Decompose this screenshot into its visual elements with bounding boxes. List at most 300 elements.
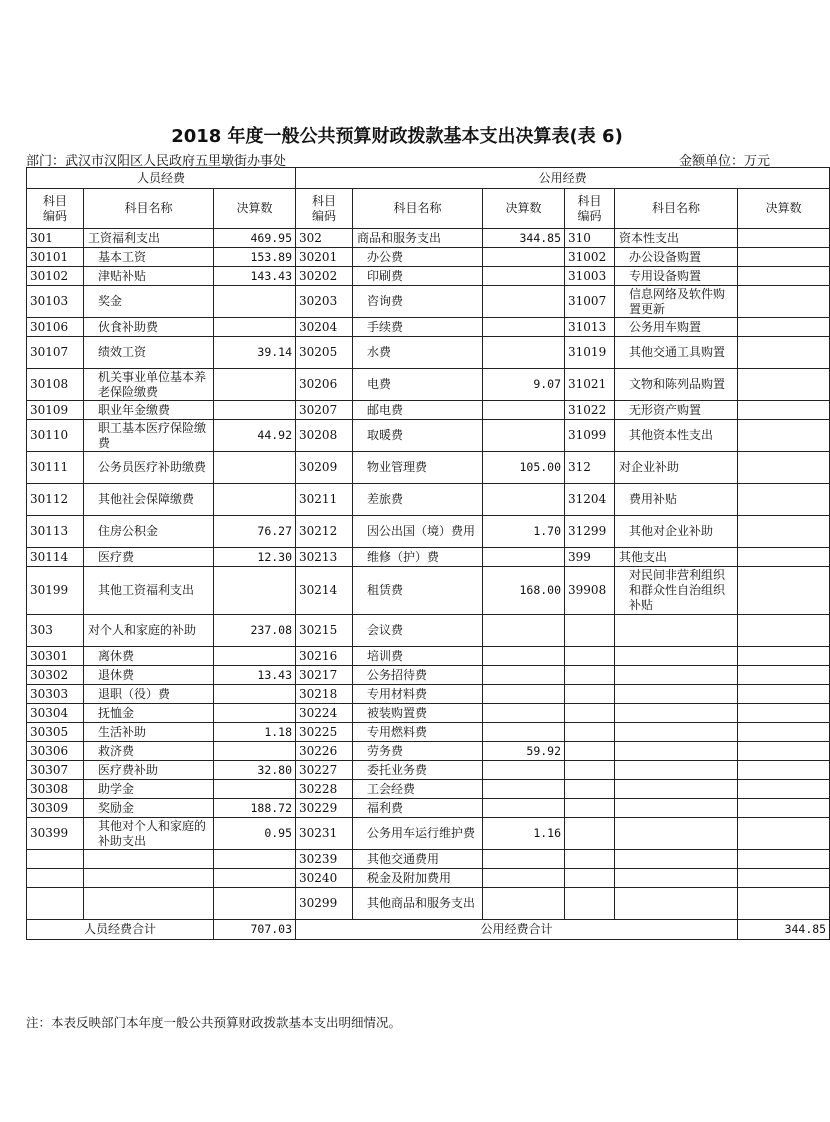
amount-value (738, 704, 830, 723)
subject-name: 奖励金 (84, 799, 214, 818)
amount-value (483, 685, 565, 704)
amount-value: 12.30 (214, 548, 296, 567)
subject-name: 伙食补助费 (84, 318, 214, 337)
amount-value (214, 704, 296, 723)
amount-value (738, 452, 830, 484)
subject-code: 30109 (27, 401, 84, 420)
table-row (27, 452, 830, 484)
table-row (27, 318, 830, 337)
subject-code (565, 869, 615, 888)
amount-value (214, 286, 296, 318)
subject-code: 30239 (296, 850, 353, 869)
subject-code: 31021 (565, 369, 615, 401)
subject-code (565, 850, 615, 869)
table-row (27, 516, 830, 548)
amount-value (214, 685, 296, 704)
subject-code: 30218 (296, 685, 353, 704)
amount-value (738, 818, 830, 850)
subject-name: 其他资本性支出 (615, 420, 738, 452)
table-row (27, 723, 830, 742)
amount-value (483, 869, 565, 888)
subject-name: 其他工资福利支出 (84, 567, 214, 615)
subject-name: 办公设备购置 (615, 248, 738, 267)
amount-value (738, 615, 830, 647)
subject-name: 印刷费 (353, 267, 483, 286)
amount-value (483, 761, 565, 780)
expenditure-table (26, 167, 830, 940)
subject-name: 对民间非营利组织和群众性自治组织补贴 (615, 567, 738, 615)
subject-code: 30103 (27, 286, 84, 318)
subject-name: 机关事业单位基本养老保险缴费 (84, 369, 214, 401)
amount-value (483, 401, 565, 420)
subject-code (565, 723, 615, 742)
amount-value (738, 267, 830, 286)
subject-code: 30227 (296, 761, 353, 780)
amount-value: 168.00 (483, 567, 565, 615)
subject-name: 公务员医疗补助缴费 (84, 452, 214, 484)
amount-value (738, 869, 830, 888)
amount-value: 344.85 (483, 229, 565, 248)
subject-code (565, 888, 615, 920)
personnel-total-value: 707.03 (214, 920, 296, 940)
subject-name: 津贴补贴 (84, 267, 214, 286)
subject-code: 30299 (296, 888, 353, 920)
subject-code: 302 (296, 229, 353, 248)
amount-value (738, 888, 830, 920)
subject-name: 退职（役）费 (84, 685, 214, 704)
subject-code (565, 704, 615, 723)
subject-code: 30199 (27, 567, 84, 615)
subject-name: 因公出国（境）费用 (353, 516, 483, 548)
subject-name: 委托业务费 (353, 761, 483, 780)
subject-name: 医疗费 (84, 548, 214, 567)
subject-code: 30213 (296, 548, 353, 567)
subject-code (27, 869, 84, 888)
subject-code (27, 850, 84, 869)
subject-name (615, 647, 738, 666)
subject-name: 取暖费 (353, 420, 483, 452)
subject-name: 退休费 (84, 666, 214, 685)
subject-code (565, 799, 615, 818)
subject-name: 商品和服务支出 (353, 229, 483, 248)
subject-code: 30112 (27, 484, 84, 516)
subject-code: 30228 (296, 780, 353, 799)
subject-code: 30214 (296, 567, 353, 615)
subject-name: 无形资产购置 (615, 401, 738, 420)
subject-code: 30201 (296, 248, 353, 267)
subject-code: 31022 (565, 401, 615, 420)
amount-value (738, 780, 830, 799)
subject-name: 对个人和家庭的补助 (84, 615, 214, 647)
subject-code: 30101 (27, 248, 84, 267)
amount-value: 76.27 (214, 516, 296, 548)
amount-value: 188.72 (214, 799, 296, 818)
subject-name: 资本性支出 (615, 229, 738, 248)
table-row (27, 704, 830, 723)
subject-code: 31099 (565, 420, 615, 452)
table-row (27, 420, 830, 452)
amount-value (738, 647, 830, 666)
subject-name: 税金及附加费用 (353, 869, 483, 888)
amount-value (483, 704, 565, 723)
table-row (27, 647, 830, 666)
subject-code: 30304 (27, 704, 84, 723)
subject-code (565, 818, 615, 850)
subject-name: 其他对个人和家庭的补助支出 (84, 818, 214, 850)
table-row (27, 742, 830, 761)
subject-name: 其他商品和服务支出 (353, 888, 483, 920)
subject-code: 30309 (27, 799, 84, 818)
subject-name (84, 869, 214, 888)
subject-name: 费用补贴 (615, 484, 738, 516)
subject-name (615, 818, 738, 850)
subject-name: 对企业补助 (615, 452, 738, 484)
amount-value: 105.00 (483, 452, 565, 484)
subject-code: 30224 (296, 704, 353, 723)
subject-code: 30205 (296, 337, 353, 369)
subject-code (565, 780, 615, 799)
amount-value (483, 615, 565, 647)
subject-name: 会议费 (353, 615, 483, 647)
subject-code: 399 (565, 548, 615, 567)
subject-code: 301 (27, 229, 84, 248)
amount-value (738, 248, 830, 267)
amount-value (214, 401, 296, 420)
table-row (27, 248, 830, 267)
amount-value (214, 647, 296, 666)
subject-name: 公务招待费 (353, 666, 483, 685)
subject-name-header: 科目名称 (84, 189, 214, 229)
subject-code: 30108 (27, 369, 84, 401)
table-row (27, 267, 830, 286)
table-row (27, 484, 830, 516)
amount-value (483, 420, 565, 452)
amount-value: 153.89 (214, 248, 296, 267)
amount-value (483, 548, 565, 567)
amount-value (483, 267, 565, 286)
subject-code (27, 888, 84, 920)
amount-value: 13.43 (214, 666, 296, 685)
amount-value: 59.92 (483, 742, 565, 761)
subject-name (615, 742, 738, 761)
amount-value (483, 484, 565, 516)
amount-value (483, 337, 565, 369)
subject-name: 福利费 (353, 799, 483, 818)
subject-code: 30307 (27, 761, 84, 780)
subject-code: 30211 (296, 484, 353, 516)
subject-code-header: 科目 编码 (565, 189, 615, 229)
subject-name: 其他交通费用 (353, 850, 483, 869)
public-total-value: 344.85 (738, 920, 830, 940)
subject-code: 30308 (27, 780, 84, 799)
amount-value: 0.95 (214, 818, 296, 850)
table-row (27, 548, 830, 567)
subject-name: 住房公积金 (84, 516, 214, 548)
subject-code: 30217 (296, 666, 353, 685)
subject-name: 专用材料费 (353, 685, 483, 704)
subject-name (615, 704, 738, 723)
subject-name: 电费 (353, 369, 483, 401)
table-row (27, 615, 830, 647)
amount-value (483, 780, 565, 799)
amount-value (738, 666, 830, 685)
amount-value (738, 567, 830, 615)
table-row (27, 286, 830, 318)
subject-name: 工资福利支出 (84, 229, 214, 248)
amount-value (483, 248, 565, 267)
amount-value: 32.80 (214, 761, 296, 780)
amount-value (738, 484, 830, 516)
subject-name-header: 科目名称 (353, 189, 483, 229)
amount-value (214, 850, 296, 869)
amount-header: 决算数 (214, 189, 296, 229)
subject-code: 30207 (296, 401, 353, 420)
subject-code: 30229 (296, 799, 353, 818)
subject-code: 30399 (27, 818, 84, 850)
subject-code: 30206 (296, 369, 353, 401)
personnel-total-label: 人员经费合计 (27, 920, 214, 940)
subject-code: 30202 (296, 267, 353, 286)
subject-code: 30215 (296, 615, 353, 647)
subject-code: 30113 (27, 516, 84, 548)
table-body (27, 229, 830, 920)
amount-value (483, 888, 565, 920)
amount-value: 39.14 (214, 337, 296, 369)
amount-value (483, 850, 565, 869)
table-row (27, 666, 830, 685)
amount-value: 9.07 (483, 369, 565, 401)
subject-code: 30216 (296, 647, 353, 666)
subject-code: 310 (565, 229, 615, 248)
subject-name (615, 780, 738, 799)
totals-row (27, 920, 830, 940)
subject-name: 差旅费 (353, 484, 483, 516)
subject-code: 30208 (296, 420, 353, 452)
subject-code (565, 685, 615, 704)
amount-value (738, 337, 830, 369)
subject-code: 30302 (27, 666, 84, 685)
subject-code: 31299 (565, 516, 615, 548)
amount-value (214, 484, 296, 516)
amount-value: 44.92 (214, 420, 296, 452)
amount-value (214, 888, 296, 920)
subject-name: 培训费 (353, 647, 483, 666)
subject-name (84, 850, 214, 869)
amount-value (738, 229, 830, 248)
subject-name: 奖金 (84, 286, 214, 318)
amount-value (738, 723, 830, 742)
department-label: 部门：武汉市汉阳区人民政府五里墩街办事处 (26, 154, 287, 169)
amount-value (483, 318, 565, 337)
amount-value (214, 742, 296, 761)
subject-code: 31003 (565, 267, 615, 286)
subject-name: 劳务费 (353, 742, 483, 761)
subject-name (615, 888, 738, 920)
table-row (27, 229, 830, 248)
amount-value: 143.43 (214, 267, 296, 286)
amount-header: 决算数 (738, 189, 830, 229)
amount-value: 1.18 (214, 723, 296, 742)
subject-name (615, 850, 738, 869)
subject-code: 30107 (27, 337, 84, 369)
amount-value (214, 452, 296, 484)
subject-code: 30114 (27, 548, 84, 567)
subject-code: 30106 (27, 318, 84, 337)
subject-code: 31204 (565, 484, 615, 516)
amount-value (214, 869, 296, 888)
page-title: 2018 年度一般公共预算财政拨款基本支出决算表(表 6) (171, 126, 623, 147)
subject-code: 30102 (27, 267, 84, 286)
amount-value (738, 369, 830, 401)
subject-name: 信息网络及软件购置更新 (615, 286, 738, 318)
footnote: 注：本表反映部门本年度一般公共预算财政拨款基本支出明细情况。 (26, 1015, 402, 1030)
subject-code: 30306 (27, 742, 84, 761)
subject-name: 其他支出 (615, 548, 738, 567)
subject-name: 水费 (353, 337, 483, 369)
table-row (27, 685, 830, 704)
amount-value: 1.16 (483, 818, 565, 850)
subject-code: 30111 (27, 452, 84, 484)
subject-code (565, 647, 615, 666)
subject-name: 生活补助 (84, 723, 214, 742)
subject-name (615, 723, 738, 742)
amount-value (738, 761, 830, 780)
subject-name: 咨询费 (353, 286, 483, 318)
subject-name: 专用燃料费 (353, 723, 483, 742)
amount-value (214, 318, 296, 337)
subject-code: 30209 (296, 452, 353, 484)
subject-code: 30240 (296, 869, 353, 888)
subject-code: 30212 (296, 516, 353, 548)
amount-value (738, 516, 830, 548)
subject-code: 30203 (296, 286, 353, 318)
subject-name (615, 685, 738, 704)
table-row (27, 818, 830, 850)
subject-name: 职业年金缴费 (84, 401, 214, 420)
amount-value (483, 666, 565, 685)
subject-code: 31007 (565, 286, 615, 318)
amount-value (214, 369, 296, 401)
subject-code: 31019 (565, 337, 615, 369)
amount-value (738, 420, 830, 452)
subject-name: 物业管理费 (353, 452, 483, 484)
subject-name: 助学金 (84, 780, 214, 799)
amount-value (483, 723, 565, 742)
subject-name (615, 799, 738, 818)
subject-name: 医疗费补助 (84, 761, 214, 780)
subject-code: 30204 (296, 318, 353, 337)
amount-value (483, 799, 565, 818)
subject-name: 工会经费 (353, 780, 483, 799)
subject-name: 租赁费 (353, 567, 483, 615)
subject-name: 其他对企业补助 (615, 516, 738, 548)
amount-value (738, 685, 830, 704)
subject-code-header: 科目 编码 (27, 189, 84, 229)
subject-name: 公务用车运行维护费 (353, 818, 483, 850)
subject-code: 312 (565, 452, 615, 484)
subject-code: 31002 (565, 248, 615, 267)
amount-value (738, 742, 830, 761)
subject-code (565, 666, 615, 685)
subject-name (615, 615, 738, 647)
subject-code: 39908 (565, 567, 615, 615)
amount-value (214, 567, 296, 615)
subject-name: 基本工资 (84, 248, 214, 267)
subject-code: 30225 (296, 723, 353, 742)
subject-name (615, 666, 738, 685)
subject-code: 31013 (565, 318, 615, 337)
subject-code: 30303 (27, 685, 84, 704)
amount-value: 469.95 (214, 229, 296, 248)
amount-value (738, 548, 830, 567)
amount-value (738, 318, 830, 337)
amount-value: 1.70 (483, 516, 565, 548)
table-row (27, 869, 830, 888)
amount-value (738, 799, 830, 818)
table-row (27, 337, 830, 369)
subject-name: 文物和陈列品购置 (615, 369, 738, 401)
subject-name: 离休费 (84, 647, 214, 666)
subject-code: 30231 (296, 818, 353, 850)
table-row (27, 567, 830, 615)
subject-name: 职工基本医疗保险缴费 (84, 420, 214, 452)
subject-name (615, 869, 738, 888)
unit-label: 金额单位：万元 (678, 154, 770, 169)
subject-name: 救济费 (84, 742, 214, 761)
subject-name: 其他交通工具购置 (615, 337, 738, 369)
subject-name: 绩效工资 (84, 337, 214, 369)
subject-name: 被装购置费 (353, 704, 483, 723)
subject-code (565, 742, 615, 761)
amount-value (214, 780, 296, 799)
table-row (27, 369, 830, 401)
subject-name: 其他社会保障缴费 (84, 484, 214, 516)
subject-code: 30226 (296, 742, 353, 761)
amount-value (738, 850, 830, 869)
table-row (27, 850, 830, 869)
subject-name: 专用设备购置 (615, 267, 738, 286)
subject-name: 抚恤金 (84, 704, 214, 723)
table-row (27, 761, 830, 780)
subject-code-header: 科目 编码 (296, 189, 353, 229)
subject-code: 30110 (27, 420, 84, 452)
amount-value (483, 647, 565, 666)
subject-name: 公务用车购置 (615, 318, 738, 337)
personnel-header: 人员经费 (27, 168, 296, 189)
subject-name (615, 761, 738, 780)
table-row (27, 780, 830, 799)
amount-value: 237.08 (214, 615, 296, 647)
subject-name: 邮电费 (353, 401, 483, 420)
table-row (27, 401, 830, 420)
amount-value (483, 286, 565, 318)
public-header: 公用经费 (296, 168, 830, 189)
subject-name (84, 888, 214, 920)
subject-name: 手续费 (353, 318, 483, 337)
table-row (27, 888, 830, 920)
subject-code (565, 761, 615, 780)
table-row (27, 799, 830, 818)
subject-name: 办公费 (353, 248, 483, 267)
amount-header: 决算数 (483, 189, 565, 229)
column-header-row (27, 189, 830, 229)
subject-code: 303 (27, 615, 84, 647)
subject-name: 维修（护）费 (353, 548, 483, 567)
subject-code (565, 615, 615, 647)
public-total-label: 公用经费合计 (296, 920, 738, 940)
subject-code: 30305 (27, 723, 84, 742)
subject-code: 30301 (27, 647, 84, 666)
